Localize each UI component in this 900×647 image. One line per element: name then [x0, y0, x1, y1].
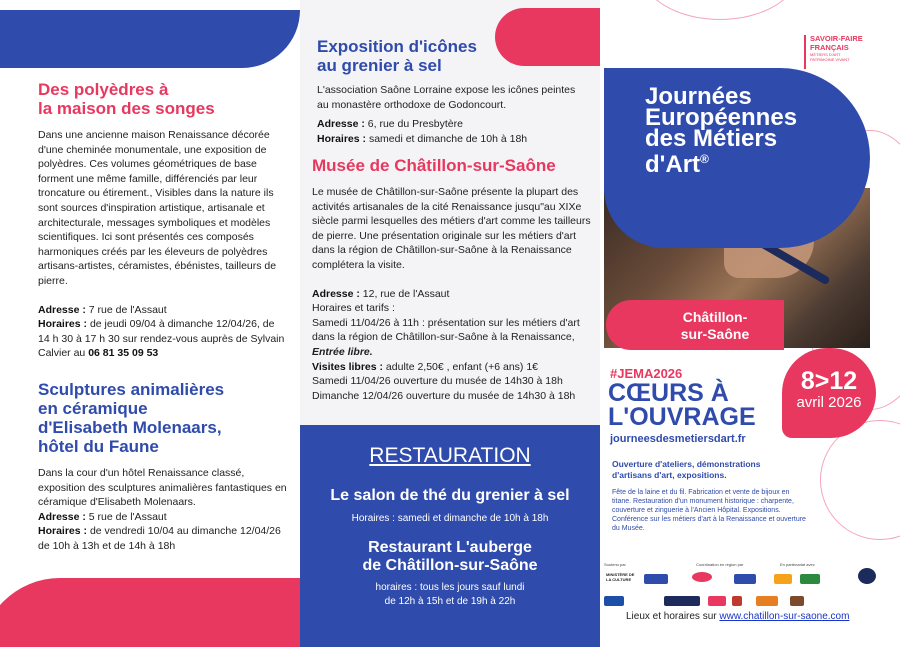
- polyedres-address: Adresse : 7 rue de l'Assaut: [38, 303, 167, 316]
- savoir-faire-logo: SAVOIR-FAIRE FRANÇAIS MÉTIERS D'ART PATRIMOINE VIVANT: [804, 35, 868, 69]
- icones-hours: Horaires : samedi et dimanche de 10h à 18h: [317, 132, 528, 145]
- event-title: Journées Européennes des Métiers d'Art®: [645, 83, 798, 178]
- musee-description: Le musée de Châtillon-sur-Saône présente la plupart des activités artisanales de la cité Renaissance jusqu"au XIXe siècle parmi lesquelles des métiers d'art comme les tailleurs de pierre. Une présentation originale sur les métiers d'art dans la région de Châtillon-sur-Saône à la Renaissance complétera la visite.: [312, 186, 591, 271]
- icones-address: Adresse : 6, rue du Presbytère: [317, 118, 463, 131]
- footer-link[interactable]: www.chatillon-sur-saone.com: [719, 611, 850, 622]
- slogan: CŒURS À L'OUVRAGE: [608, 379, 756, 431]
- partner-logo: [708, 596, 726, 606]
- openings-text: Ouverture d'ateliers, démonstrations d'artisans d'art, expositions.: [612, 459, 761, 480]
- polyedres-title: Des polyèdres à la maison des songes: [38, 80, 215, 118]
- icones-section: [317, 37, 587, 146]
- footer-note: Lieux et horaires sur www.chatillon-sur-saone.com: [626, 611, 850, 622]
- icones-description: L'association Saône Lorraine expose les icônes peintes au monastère orthodoxe de Godoncourt.: [317, 84, 576, 111]
- sculptures-title: Sculptures animalières en céramique d'Elisabeth Molenaars, hôtel du Faune: [38, 380, 225, 456]
- decorative-blue-shape: [0, 10, 300, 68]
- musee-visites: Visites libres : adulte 2,50€ , enfant (+6 ans) 1€: [312, 360, 539, 373]
- musee-title: Musée de Châtillon-sur-Saône: [312, 156, 556, 175]
- salon-name: Le salon de thé du grenier à sel: [330, 487, 570, 504]
- partner-logo: [858, 568, 876, 584]
- musee-samedi-ouverture: Samedi 11/04/26 ouverture du musée de 14h30 à 18h: [312, 375, 563, 388]
- sculptures-section: [38, 380, 293, 554]
- date-range: 8>12: [800, 367, 858, 395]
- city-tag: Châtillon- sur-Saône: [606, 300, 784, 350]
- sculptures-hours: Horaires : de vendredi 10/04 au dimanche 12/04/26 de 10h à 13h et de 14h à 18h: [38, 525, 281, 552]
- grand-est-logo: [664, 596, 700, 606]
- musee-entree: Entrée libre.: [312, 345, 373, 358]
- musee-dimanche-ouverture: Dimanche 12/04/26 ouverture du musée de 14h30 à 18h: [312, 389, 576, 402]
- restaurant-name: Restaurant L'auberge de Châtillon-sur-Saône: [362, 539, 538, 574]
- restaurant-hours: horaires : tous les jours sauf lundi de 12h à 15h et de 19h à 22h: [375, 582, 525, 607]
- decorative-ring: [640, 0, 800, 20]
- partners-logos: [604, 562, 876, 610]
- partner-logo: [734, 574, 756, 584]
- date-month: avril 2026: [796, 394, 862, 411]
- polyedres-hours: Horaires : de jeudi 09/04 à dimanche 12/04/26, de 14 h 30 à 17 h 30 sur rendez-vous auprès de Sylvain Calvier au 06 81 35 09 53: [38, 318, 285, 360]
- panel-left: [0, 0, 300, 647]
- ministere-logo: MINISTÈRE DE LA CULTURE: [606, 572, 635, 582]
- sculptures-description: Dans la cour d'un hôtel Renaissance classé, exposition des sculptures animalières fantastiques en céramique d'Elisabeth Molenaars.: [38, 467, 287, 509]
- decorative-ring: [820, 420, 900, 540]
- partner-logo: [774, 574, 792, 584]
- website-link[interactable]: journeesdesmetiersdart.fr: [610, 433, 746, 445]
- musee-section: [312, 156, 592, 403]
- program-text: Fête de la laine et du fil. Fabrication et vente de bijoux en titane. Restauration d'un monument historique : charpente, couverture et zinguerie à l'Ancien Hôpital. Expositions. Conférence sur les métiers d'art à la Renaissance et ouverture du Musée.: [612, 489, 806, 532]
- partners-label: En partenariat avec: [780, 562, 815, 567]
- sculptures-address: Adresse : 5 rue de l'Assaut: [38, 510, 167, 523]
- musee-samedi: Samedi 11/04/26 à 11h : présentation sur les métiers d'art dans la région de Châtillon-sur-Saône à la Renaissance,: [312, 316, 580, 344]
- polyedres-phone: 06 81 35 09 53: [88, 347, 159, 360]
- partner-logo: [692, 572, 712, 582]
- date-badge: [782, 348, 876, 438]
- partners-label: Coordination en région par: [696, 562, 744, 567]
- partner-logo: [644, 574, 668, 584]
- partner-logo: [756, 596, 778, 606]
- decorative-red-shape: [0, 578, 300, 647]
- eu-flag-icon: [604, 596, 624, 606]
- partner-logo: [732, 596, 742, 606]
- polyedres-section: [38, 80, 288, 361]
- musee-address: Adresse : 12, rue de l'Assaut: [312, 287, 450, 300]
- hashtag: #JEMA2026: [610, 366, 683, 381]
- partners-label: Soutenu par: [604, 562, 626, 567]
- icones-title: Exposition d'icônes au grenier à sel: [317, 37, 477, 75]
- musee-tarifs: Horaires et tarifs :: [312, 302, 395, 315]
- partner-logo: [800, 574, 820, 584]
- salon-hours: Horaires : samedi et dimanche de 10h à 18h: [351, 513, 549, 524]
- partner-logo: [790, 596, 804, 606]
- polyedres-description: Dans une ancienne maison Renaissance décorée d'une cheminée monumentale, une exposition de polyèdres. Ces volumes géométriques de base forment une même famille, différenciés par leur troncature ou étirement., Visibles dans la nature ils sont sources d'inspiration artistique, artisanale et architecturale, messages symboliques et modèles scientifiques. Ici sont présentés ces composés harmoniques créés par les éleveurs de polyèdres artisans-artistes, céramistes, ébénistes, tailleurs de pierre.: [38, 129, 277, 287]
- restauration-title: RESTAURATION: [369, 444, 531, 467]
